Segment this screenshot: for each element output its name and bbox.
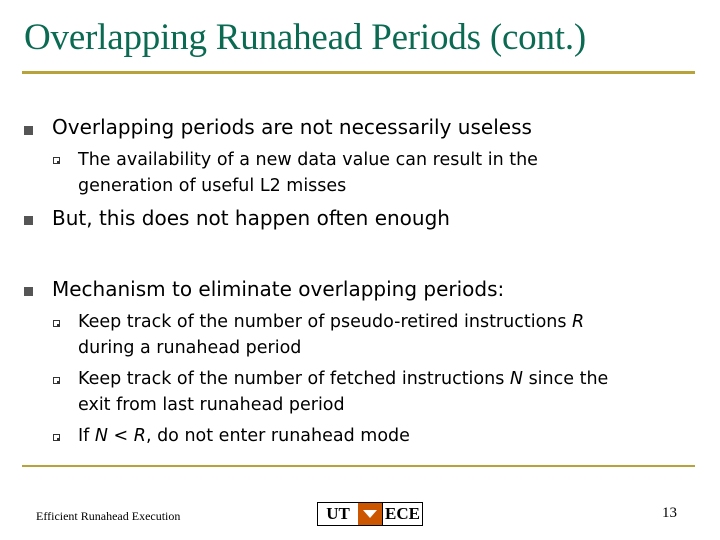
bullet-marker-icon bbox=[24, 287, 33, 296]
sub-bullet-3-1-line1 bbox=[78, 309, 584, 335]
bullet-marker-icon bbox=[24, 216, 33, 225]
sub-bullet-marker-icon bbox=[53, 320, 60, 327]
longhorn-icon bbox=[358, 503, 382, 525]
slide-title: Overlapping Runahead Periods (cont.) bbox=[24, 17, 587, 58]
footer-title: Efficient Runahead Execution bbox=[36, 509, 181, 523]
sub-bullet-marker-icon bbox=[53, 434, 60, 441]
sub-bullet-marker-icon bbox=[53, 377, 60, 384]
sub-bullet-1-1-line1: The availability of a new data value can result in the bbox=[78, 150, 538, 170]
text-segment: Keep track of the number of fetched instructions bbox=[78, 369, 510, 389]
variable-r: R bbox=[572, 312, 585, 332]
text-segment: Keep track of the number of pseudo-retired instructions bbox=[78, 312, 573, 332]
text-segment: since the bbox=[523, 369, 609, 389]
variable-n: N bbox=[509, 369, 523, 389]
sub-bullet-3-2-line2: exit from last runahead period bbox=[78, 395, 345, 415]
sub-bullet-3-1-line2: during a runahead period bbox=[78, 338, 302, 358]
footer-divider bbox=[22, 465, 695, 467]
sub-bullet-3-1 bbox=[78, 309, 584, 361]
bullet-1-text: Overlapping periods are not necessarily useless bbox=[52, 115, 532, 139]
sub-bullet-3-3 bbox=[78, 423, 410, 449]
text-segment: , do not enter runahead mode bbox=[145, 426, 410, 446]
bullet-2-text: But, this does not happen often enough bbox=[52, 206, 450, 230]
sub-bullet-3-2 bbox=[78, 366, 608, 418]
variable-r: R bbox=[133, 426, 146, 446]
ut-ece-logo bbox=[317, 502, 423, 526]
sub-bullet-marker-icon bbox=[53, 157, 60, 164]
bullet-marker-icon bbox=[24, 126, 33, 135]
text-segment: < bbox=[107, 426, 134, 446]
sub-bullet-3-2-line1 bbox=[78, 366, 608, 392]
sub-bullet-1-1-line2: generation of useful L2 misses bbox=[78, 176, 347, 196]
variable-n: N bbox=[94, 426, 108, 446]
logo-ece-text: ECE bbox=[382, 503, 422, 525]
page-number: 13 bbox=[662, 505, 677, 521]
bullet-3-text: Mechanism to eliminate overlapping periods: bbox=[52, 277, 505, 301]
title-divider bbox=[22, 71, 695, 74]
sub-bullet-3-3-line1 bbox=[78, 423, 410, 449]
sub-bullet-1-1 bbox=[78, 147, 538, 199]
logo-ut-text: UT bbox=[318, 503, 358, 525]
text-segment: If bbox=[78, 426, 95, 446]
